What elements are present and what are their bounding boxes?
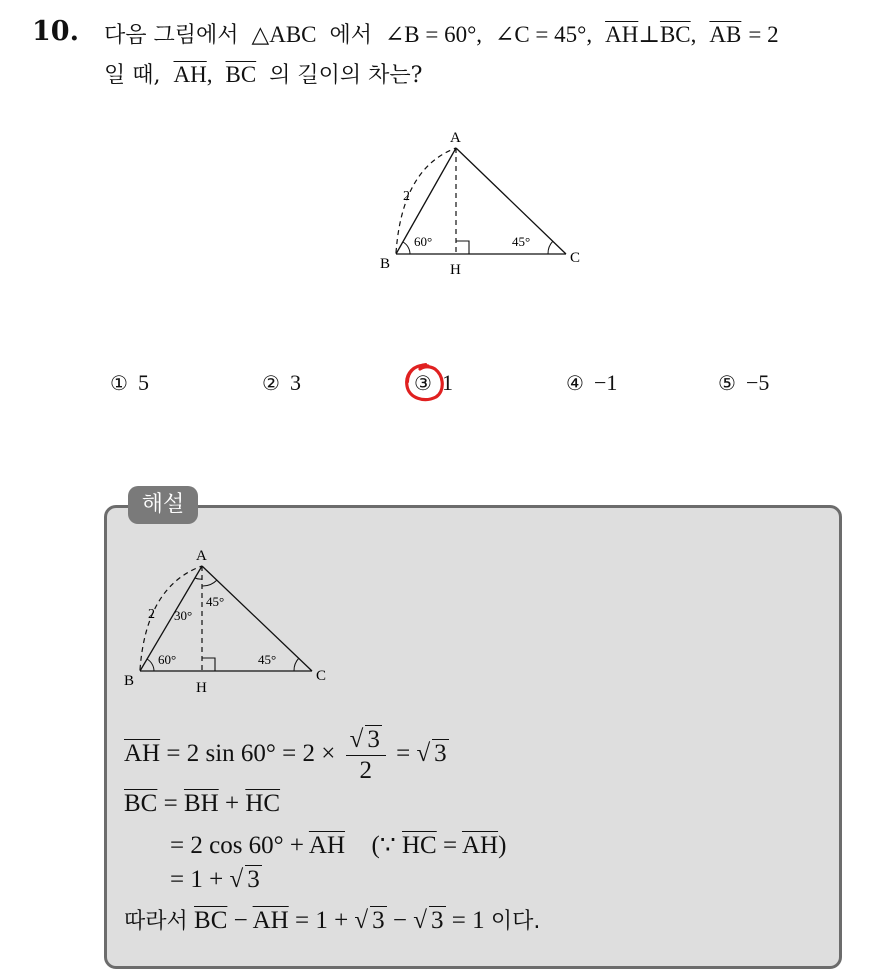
label-b: B <box>124 673 135 689</box>
eq-text: = 2 cos 60° + <box>170 832 305 859</box>
seg-ah: $\overline{AH}$ <box>124 740 161 768</box>
conclusion-prefix: 따라서 <box>124 909 188 934</box>
choice-value: 5 <box>137 370 149 395</box>
right-angle-mark <box>456 241 469 254</box>
fraction-denominator: 2 <box>359 757 372 784</box>
label-a: A <box>450 130 461 146</box>
choice-value: −5 <box>745 370 770 395</box>
seg-bc: $\overline{BC}$ <box>194 907 228 934</box>
eq-text: = 2 sin 60° = 2 × <box>166 740 336 768</box>
question-line-1 <box>104 18 779 49</box>
seg-ah: $\overline{AH}$ <box>252 907 289 934</box>
q-seg-bc2: $\overline{BC}$ <box>225 62 257 87</box>
label-h: H <box>450 262 461 278</box>
q-perp: ⊥ <box>638 22 660 47</box>
sqrt-arg: 3 <box>247 866 260 893</box>
fraction-numerator: √ 3 <box>346 725 386 756</box>
label-angle-a-right: 45° <box>206 594 225 609</box>
triangle-figure <box>370 120 600 285</box>
solution-triangle-figure <box>118 540 348 700</box>
q-angle-b: ∠B = 60°, <box>385 22 483 47</box>
q-seg-ab: $\overline{AB}$ <box>709 22 742 47</box>
paren-close: ) <box>498 832 507 859</box>
sqrt-result: 3 <box>434 740 447 768</box>
answer-circle-mark <box>402 360 448 406</box>
choice-4[interactable] <box>566 370 617 396</box>
label-side-ab: 2 <box>403 189 410 204</box>
q-seg-bc: $\overline{BC}$ <box>659 22 691 47</box>
because-text: (∵ <box>371 832 396 859</box>
q-text: 다음 그림에서 <box>104 23 239 48</box>
eq-text: = 1 + <box>170 866 224 893</box>
q-text: 의 길이의 차는? <box>269 63 423 88</box>
angle-b-arc <box>147 659 154 671</box>
seg-bc: $\overline{BC}$ <box>124 790 158 817</box>
fraction <box>346 725 386 786</box>
q-comma: , <box>690 22 697 47</box>
sqrt-arg: 3 <box>372 907 385 934</box>
side-ac <box>456 148 566 254</box>
label-angle-b: 60° <box>414 234 433 249</box>
q-triangle: △ABC <box>251 22 317 47</box>
angle-c-arc <box>294 658 299 671</box>
angle-c-arc <box>548 241 553 254</box>
solution-line-4: = 1 + √ 3 <box>170 866 260 893</box>
choice-value: −1 <box>593 370 618 395</box>
seg-ah: $\overline{AH}$ <box>461 832 499 859</box>
label-angle-a-left: 30° <box>174 608 193 623</box>
eq-text: = 1 + <box>294 907 349 934</box>
angle-a-left-arc <box>195 578 202 579</box>
angle-b-arc <box>403 242 410 254</box>
label-b: B <box>380 256 391 272</box>
choice-value: 3 <box>289 370 301 395</box>
choice-num: ② <box>262 371 280 395</box>
q-seg-ah: $\overline{AH}$ <box>605 22 639 47</box>
label-angle-c: 45° <box>258 652 277 667</box>
q-angle-c: ∠C = 45°, <box>495 22 593 47</box>
side-ac <box>202 566 312 671</box>
q-text: 일 때, <box>104 63 161 88</box>
choice-num: ① <box>110 371 128 395</box>
conclusion-suffix: 이다. <box>490 909 541 934</box>
choice-num: ⑤ <box>718 371 736 395</box>
label-c: C <box>316 668 327 684</box>
eq-text: + <box>224 790 240 817</box>
eq-text: = <box>396 740 411 768</box>
seg-hc: $\overline{HC}$ <box>402 832 437 859</box>
solution-line-3 <box>170 830 506 860</box>
eq-text: = <box>442 832 458 859</box>
solution-line-5: 따라서 $\overline{BC} - \overline{AH} = 1$ + √ 3 − √ 3 = 1 이다. <box>124 907 541 934</box>
choice-1[interactable] <box>110 370 149 396</box>
choice-5[interactable] <box>718 370 769 396</box>
q-ab-value: = 2 <box>748 22 779 47</box>
seg-bh: $\overline{BH}$ <box>183 790 219 817</box>
label-side-ab: 2 <box>148 607 155 622</box>
choice-num: ③ <box>414 371 432 395</box>
label-a: A <box>196 548 207 564</box>
solution-tab: 해설 <box>128 486 198 524</box>
q-comma2: , <box>206 62 213 87</box>
sqrt-arg: 3 <box>431 907 444 934</box>
eq-text: = 1 <box>451 907 485 934</box>
right-angle-mark <box>202 658 215 671</box>
label-c: C <box>570 250 581 266</box>
solution-line-1: $\overline{AH} = 2$ sin 60° = 2 × $\frac{√ 3}{2}$ = √ 3 <box>124 726 447 784</box>
q-text: 에서 <box>329 23 373 48</box>
choice-2[interactable] <box>262 370 301 396</box>
seg-ah: $\overline{AH}$ <box>308 832 346 859</box>
choice-num: ④ <box>566 371 584 395</box>
question-line-2 <box>104 58 422 89</box>
question-number: 10. <box>32 16 79 47</box>
eq-text: = <box>163 790 178 817</box>
label-h: H <box>196 680 207 696</box>
angle-a-right-arc <box>202 580 217 586</box>
eq-text: − <box>233 907 248 934</box>
choice-value: 1 <box>441 370 453 395</box>
label-angle-b: 60° <box>158 652 177 667</box>
eq-text: − <box>392 907 408 934</box>
sqrt-arg: 3 <box>367 726 380 753</box>
solution-line-2 <box>124 790 280 818</box>
q-seg-ah2: $\overline{AH}$ <box>173 62 207 87</box>
seg-hc: $\overline{HC}$ <box>245 790 281 817</box>
label-angle-c: 45° <box>512 234 531 249</box>
